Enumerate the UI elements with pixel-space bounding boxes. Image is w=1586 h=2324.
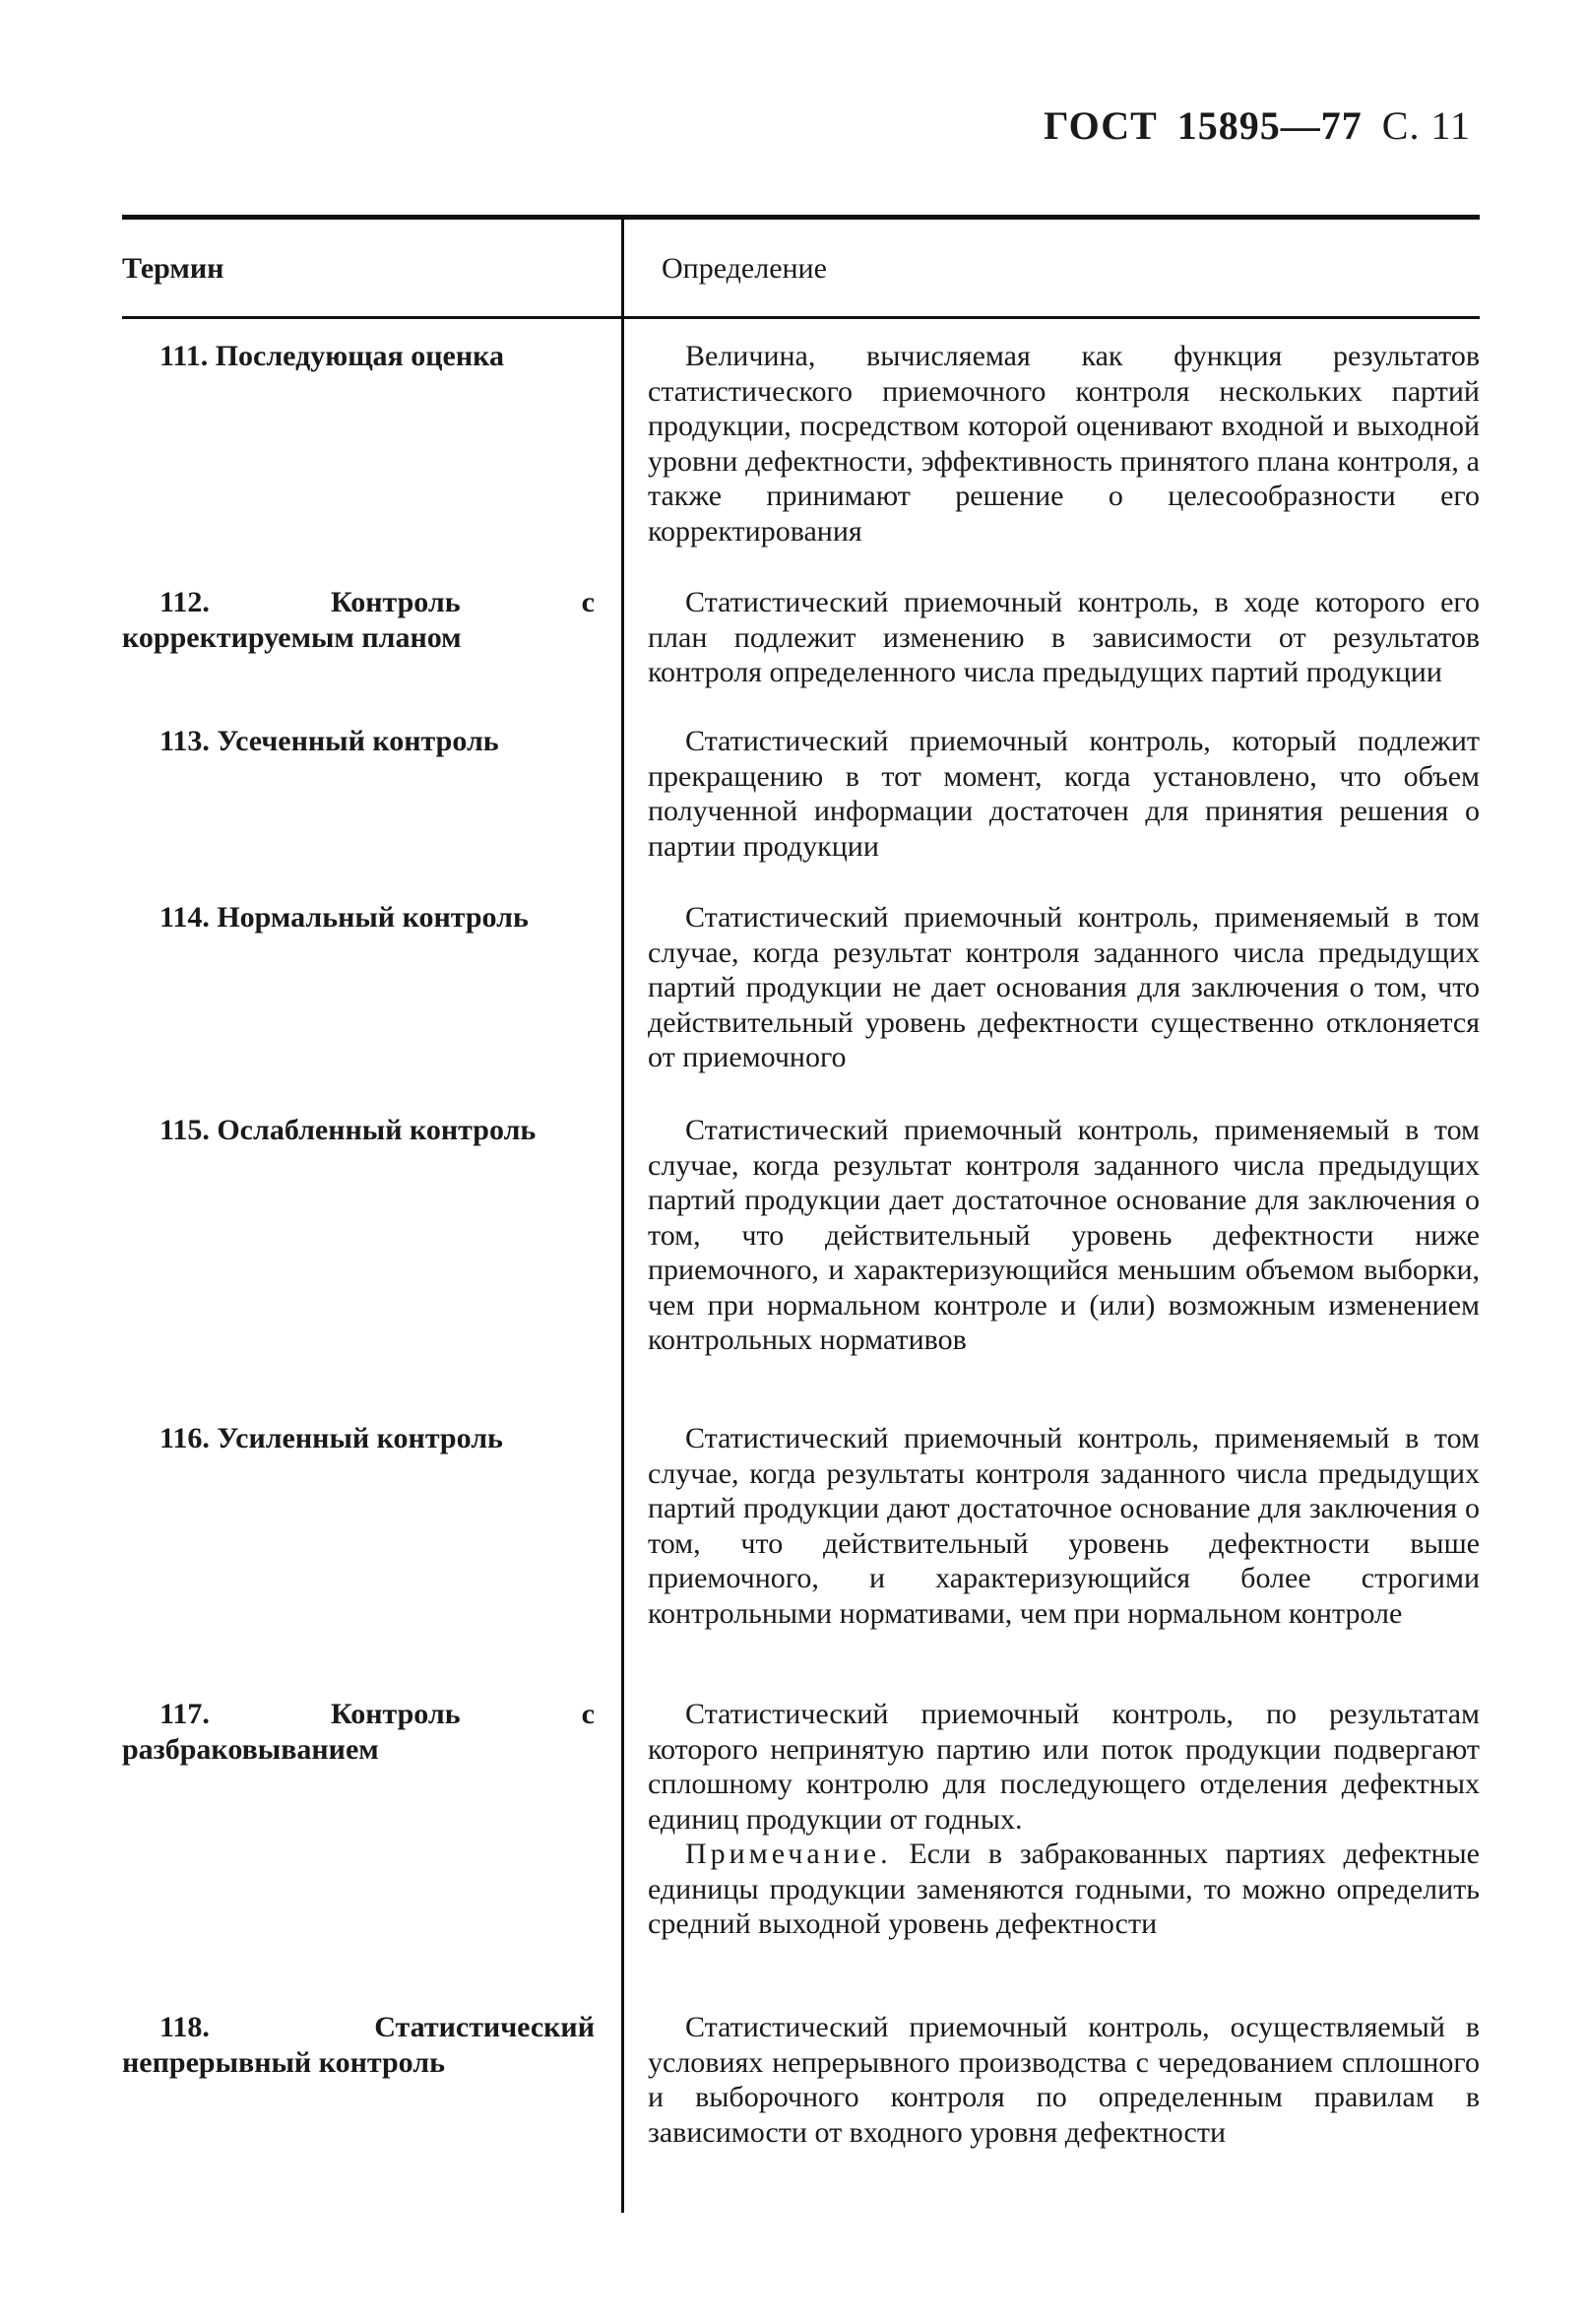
definition: Статистический приемочный контроль, который подлежит прекращению в тот момент, когда установлено, что объем полученной информации достаточен для принятия решения о партии продукции bbox=[648, 725, 1480, 863]
term: 115. Ослабленный контроль bbox=[159, 1114, 537, 1146]
term: 116. Усиленный контроль bbox=[159, 1422, 503, 1454]
definition: Статистический приемочный контроль, осуществляемый в условиях непрерывного производства с чередованием сплошного и выборочного контроля по определенным правилам в зависимости от входного уровня дефектности bbox=[648, 2011, 1480, 2149]
table-column-divider bbox=[621, 219, 624, 2213]
term: 117. Контроль с разбраковыванием bbox=[122, 1698, 595, 1766]
standard-prefix: ГОСТ bbox=[1044, 103, 1158, 148]
definition: Величина, вычисляемая как функция результатов статистического приемочного контроля нескольких партий продукции, посредством которой оценивают входной и выходной уровни дефектности, эффективность принятого плана контроля, а также принимают решение о целесообразности его корректирования bbox=[648, 340, 1480, 548]
definition: Статистический приемочный контроль, в ходе которого его план подлежит изменению в зависимости от результатов контроля определенного числа предыдущих партий продукции bbox=[648, 586, 1480, 688]
column-header-definition: Определение bbox=[662, 252, 827, 285]
definition: Статистический приемочный контроль, применяемый в том случае, когда результат контроля заданного числа предыдущих партий продукции дает достаточное основание для заключения о том, что действительный уровень дефектности ниже приемочного, и характеризующийся меньшим объемом выборки, чем при нормальном контроле и (или) возможным изменением контрольных нормативов bbox=[648, 1114, 1480, 1356]
page-number: С. 11 bbox=[1381, 103, 1471, 148]
term: 114. Нормальный контроль bbox=[159, 901, 529, 934]
definition-text: Статистический приемочный контроль, по результатам которого непринятую партию или поток продукции подвергают сплошному контролю для последующего отделения дефектных единиц продукции от годных. bbox=[648, 1698, 1480, 1836]
table-header-rule bbox=[122, 316, 1480, 319]
term: 118. Статистический непрерывный контроль bbox=[122, 2011, 595, 2079]
column-header-term: Термин bbox=[122, 252, 224, 285]
definition: Статистический приемочный контроль, применяемый в том случае, когда результаты контроля заданного числа предыдущих партий продукции дают достаточное основание для заключения о том, что действительный уровень дефектности выше приемочного, и характеризующийся более строгими контрольными нормативами, чем при нормальном контроле bbox=[648, 1422, 1480, 1630]
table-top-rule bbox=[122, 215, 1480, 220]
note-text: Если в забракованных партиях дефектные единицы продукции заменяются годными, то можно определить средний выходной уровень дефектности bbox=[648, 1838, 1481, 1940]
term: 111. Последующая оценка bbox=[159, 340, 504, 372]
note-label: Примечание. bbox=[685, 1838, 892, 1870]
standard-number: 15895—77 bbox=[1176, 103, 1363, 148]
definition bbox=[648, 1697, 1480, 1942]
term: 113. Усеченный контроль bbox=[159, 725, 499, 757]
note bbox=[648, 1837, 1480, 1942]
term: 112. Контроль с корректируемым планом bbox=[122, 586, 595, 654]
definition: Статистический приемочный контроль, применяемый в том случае, когда результат контроля заданного числа предыдущих партий продукции не дает основания для заключения о том, что действительный уровень дефектности существенно отклоняется от приемочного bbox=[648, 901, 1480, 1073]
page-header bbox=[1044, 102, 1471, 149]
